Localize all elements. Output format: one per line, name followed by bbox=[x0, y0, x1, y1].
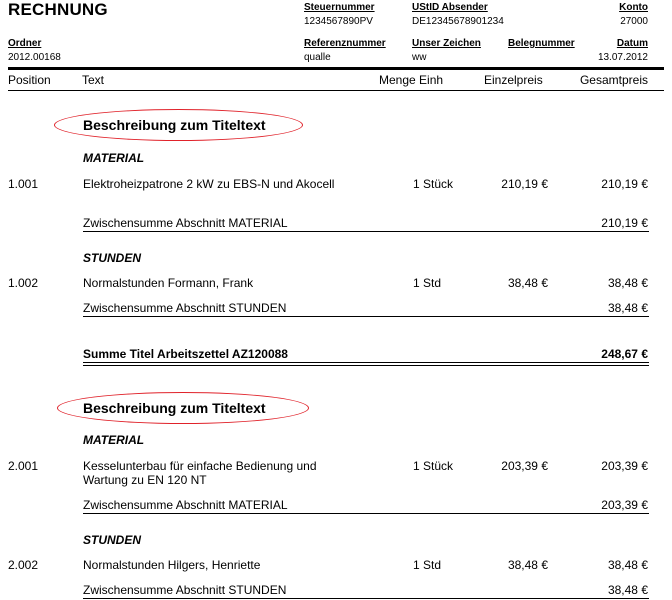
item-text: Kesselunterbau für einfache Bedienung und Wartung zu EN 120 NT bbox=[83, 459, 317, 487]
title-sum-value: 248,67 € bbox=[601, 347, 648, 361]
zeichen-value: ww bbox=[412, 52, 427, 63]
item-position: 2.002 bbox=[8, 558, 39, 572]
subtotal-divider bbox=[83, 598, 649, 599]
subtotal-value: 38,48 € bbox=[607, 583, 648, 597]
title-sum-label: Summe Titel Arbeitszettel AZ120088 bbox=[83, 347, 288, 361]
subtotal-label: Zwischensumme Abschnitt STUNDEN bbox=[83, 583, 287, 597]
ustid-value: DE12345678901234 bbox=[412, 16, 504, 27]
item-unit-price: 38,48 € bbox=[507, 276, 548, 290]
column-header-position: Position bbox=[8, 73, 51, 87]
item-total-price: 38,48 € bbox=[607, 558, 648, 572]
item-text: Normalstunden Hilgers, Henriette bbox=[83, 558, 261, 572]
item-unit-price: 210,19 € bbox=[501, 177, 548, 191]
referenz-value: qualle bbox=[304, 52, 331, 63]
subtotal-label: Zwischensumme Abschnitt MATERIAL bbox=[83, 498, 288, 512]
item-position: 1.001 bbox=[8, 177, 39, 191]
subtotal-divider bbox=[83, 231, 649, 232]
item-quantity: 1 Std bbox=[413, 558, 442, 572]
section-heading: MATERIAL bbox=[83, 151, 145, 165]
item-quantity: 1 Stück bbox=[413, 459, 454, 473]
subtotal-label: Zwischensumme Abschnitt STUNDEN bbox=[83, 301, 287, 315]
block-title: Beschreibung zum Titeltext bbox=[83, 117, 266, 133]
konto-value: 27000 bbox=[620, 16, 648, 27]
referenz-label: Referenznummer bbox=[304, 38, 386, 49]
column-header-menge: Menge Einh bbox=[379, 73, 444, 87]
item-position: 1.002 bbox=[8, 276, 39, 290]
zeichen-label: Unser Zeichen bbox=[412, 38, 481, 49]
steuernummer-label: Steuernummer bbox=[304, 2, 375, 13]
item-quantity: 1 Stück bbox=[413, 177, 454, 191]
item-total-price: 210,19 € bbox=[601, 177, 648, 191]
item-total-price: 38,48 € bbox=[607, 276, 648, 290]
subtotal-value: 38,48 € bbox=[607, 301, 648, 315]
datum-value: 13.07.2012 bbox=[597, 52, 648, 63]
belegnummer-label: Belegnummer bbox=[508, 38, 575, 49]
subtotal-divider bbox=[83, 316, 649, 317]
item-text: Normalstunden Formann, Frank bbox=[83, 276, 254, 290]
item-quantity: 1 Std bbox=[413, 276, 442, 290]
section-heading: MATERIAL bbox=[83, 433, 145, 447]
item-text: Elektroheizpatrone 2 kW zu EBS-N und Akocell bbox=[83, 177, 335, 191]
section-heading: STUNDEN bbox=[83, 533, 142, 547]
datum-label: Datum bbox=[616, 38, 648, 49]
block-title: Beschreibung zum Titeltext bbox=[83, 400, 266, 416]
item-unit-price: 203,39 € bbox=[501, 459, 548, 473]
column-header-text: Text bbox=[82, 73, 105, 87]
subtotal-label: Zwischensumme Abschnitt MATERIAL bbox=[83, 216, 288, 230]
subtotal-value: 203,39 € bbox=[601, 498, 648, 512]
subtotal-value: 210,19 € bbox=[601, 216, 648, 230]
ordner-value: 2012.00168 bbox=[8, 52, 61, 63]
steuernummer-value: 1234567890PV bbox=[304, 16, 373, 27]
column-header-einzelpreis: Einzelpreis bbox=[484, 73, 543, 87]
header-divider bbox=[8, 67, 664, 70]
title-sum-divider-top bbox=[83, 362, 649, 363]
column-header-divider bbox=[8, 90, 664, 91]
item-unit-price: 38,48 € bbox=[507, 558, 548, 572]
section-heading: STUNDEN bbox=[83, 251, 142, 265]
ordner-label: Ordner bbox=[8, 38, 42, 49]
title-sum-divider-bottom bbox=[83, 365, 649, 366]
document-title: RECHNUNG bbox=[8, 0, 108, 19]
item-total-price: 203,39 € bbox=[601, 459, 648, 473]
item-position: 2.001 bbox=[8, 459, 39, 473]
column-header-gesamtpreis: Gesamtpreis bbox=[579, 73, 648, 87]
ustid-label: UStID Absender bbox=[412, 2, 488, 13]
subtotal-divider bbox=[83, 513, 649, 514]
konto-label: Konto bbox=[619, 2, 648, 13]
